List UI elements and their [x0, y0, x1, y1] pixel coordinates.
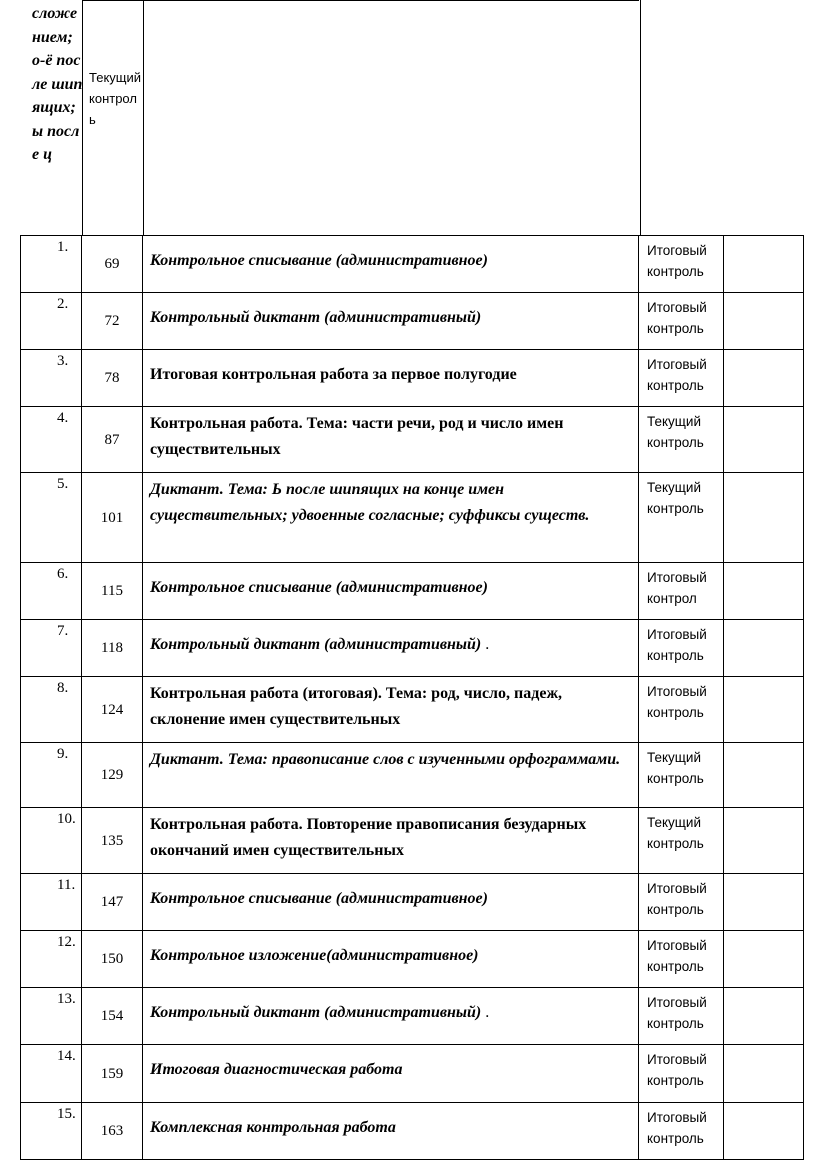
- control-type: Итоговый контроль: [647, 357, 707, 393]
- row-number: 15.: [57, 1106, 76, 1122]
- row-number-cell: [21, 293, 82, 350]
- work-title: [143, 808, 638, 864]
- control-type: Итоговый контроль: [647, 1110, 707, 1146]
- row-number: 10.: [57, 811, 76, 827]
- control-type-cell: [639, 931, 724, 988]
- lesson-number-cell: [82, 1103, 143, 1160]
- work-title-text: Контрольное списывание (административное): [150, 890, 488, 907]
- lesson-number: 147: [100, 894, 124, 910]
- control-type-cell: [639, 1045, 724, 1103]
- work-title: [143, 350, 638, 388]
- work-title: [143, 293, 638, 331]
- table-row: [21, 350, 804, 407]
- table-row: [21, 407, 804, 473]
- row-number-cell: [21, 1045, 82, 1103]
- row-number: 13.: [57, 991, 76, 1007]
- row-number-cell: [21, 350, 82, 407]
- work-title: [143, 988, 638, 1026]
- empty-cell: [724, 620, 804, 677]
- row-number: 14.: [57, 1048, 76, 1064]
- work-title: [143, 620, 638, 658]
- row-number: 3.: [57, 353, 69, 369]
- work-title-text: Итоговая контрольная работа за первое полугодие: [150, 366, 517, 383]
- table-row: [21, 620, 804, 677]
- row-number-cell: [21, 407, 82, 473]
- empty-cell: [724, 293, 804, 350]
- control-type-cell: [639, 677, 724, 743]
- row-number: 2.: [57, 296, 69, 312]
- row-number: 5.: [57, 476, 69, 492]
- table-row: [21, 874, 804, 931]
- work-title: [143, 473, 638, 529]
- row-number-cell: [21, 931, 82, 988]
- work-title-text: Итоговая диагностическая работа: [150, 1061, 403, 1078]
- table-row: [21, 1045, 804, 1103]
- work-title-text: Контрольный диктант (административный): [150, 309, 482, 326]
- row-number: 12.: [57, 934, 76, 950]
- work-title-text: Контрольное списывание (административное): [150, 579, 488, 596]
- row-number: 7.: [57, 623, 69, 639]
- lesson-number: 159: [100, 1065, 124, 1082]
- row-number-cell: [21, 808, 82, 874]
- control-type: Текущий контроль: [647, 750, 704, 786]
- work-title-cell: [143, 874, 639, 931]
- lesson-number: 118: [101, 640, 123, 656]
- empty-cell: [724, 1103, 804, 1160]
- work-title-text: Диктант. Тема: правописание слов с изученными орфограммами.: [150, 751, 621, 768]
- row-number-cell: [21, 743, 82, 808]
- work-title: [143, 407, 638, 463]
- empty-cell: [724, 1045, 804, 1103]
- empty-cell: [724, 677, 804, 743]
- table-row: [21, 236, 804, 293]
- control-type-cell: [639, 620, 724, 677]
- control-type: Итоговый контроль: [647, 881, 707, 917]
- control-type: Итоговый контроль: [647, 627, 707, 663]
- table-row: [21, 677, 804, 743]
- work-title-text: Контрольное изложение(административное): [150, 947, 479, 964]
- work-title-text: Диктант. Тема: Ь после шипящих на конце имен существительных; удвоенные согласные; суффиксы существ.: [150, 481, 590, 524]
- top-cell-control: [82, 0, 144, 236]
- table-row: [21, 473, 804, 563]
- lesson-number: 150: [100, 951, 124, 967]
- control-type-cell: [639, 563, 724, 620]
- table-row: [21, 808, 804, 874]
- control-type-cell: [639, 407, 724, 473]
- lesson-number-cell: [82, 407, 143, 473]
- table-row: [21, 931, 804, 988]
- row-number-cell: [21, 988, 82, 1045]
- control-type-cell: [639, 808, 724, 874]
- lesson-number: 72: [104, 313, 120, 329]
- work-title-cell: [143, 931, 639, 988]
- lesson-number-cell: [82, 236, 143, 293]
- lesson-number-cell: [82, 293, 143, 350]
- lesson-number: 124: [100, 701, 124, 718]
- work-title-text: Контрольное списывание (административное): [150, 252, 488, 269]
- work-title-cell: [143, 407, 639, 473]
- lesson-number-cell: [82, 874, 143, 931]
- lesson-number-cell: [82, 350, 143, 407]
- control-type: Текущий контроль: [647, 414, 704, 450]
- work-title-cell: [143, 620, 639, 677]
- lesson-number: 135: [100, 832, 124, 849]
- control-type: Итоговый контроль: [647, 1052, 707, 1088]
- top-cell-topic: [20, 0, 83, 235]
- work-title-cell: [143, 808, 639, 874]
- control-type: Итоговый контроль: [647, 684, 707, 720]
- work-title-cell: [143, 743, 639, 808]
- empty-cell: [724, 743, 804, 808]
- top-control-text: Текущий контроль: [89, 70, 141, 127]
- row-number: 9.: [57, 746, 69, 762]
- row-number: 4.: [57, 410, 69, 426]
- empty-cell: [724, 407, 804, 473]
- lesson-number-cell: [82, 743, 143, 808]
- lesson-number: 69: [104, 256, 120, 272]
- row-number: 11.: [57, 877, 76, 893]
- lesson-number-cell: [82, 808, 143, 874]
- row-number: 6.: [57, 566, 69, 582]
- work-title-text: Контрольная работа. Тема: части речи, род и число имен существительных: [150, 415, 564, 458]
- work-title-cell: [143, 473, 639, 563]
- control-type: Итоговый контрол: [647, 570, 707, 606]
- row-number-cell: [21, 874, 82, 931]
- work-title-cell: [143, 1045, 639, 1103]
- control-type: Текущий контроль: [647, 815, 704, 851]
- work-title-suffix: .: [481, 1004, 490, 1021]
- table-continuation: [20, 0, 641, 235]
- control-type-cell: [639, 473, 724, 563]
- work-title-cell: [143, 677, 639, 743]
- empty-cell: [724, 931, 804, 988]
- control-type-cell: [639, 988, 724, 1045]
- table-row: [21, 988, 804, 1045]
- empty-cell: [724, 988, 804, 1045]
- work-title: [143, 1103, 638, 1141]
- control-type-cell: [639, 874, 724, 931]
- lesson-number: 129: [100, 767, 124, 783]
- lesson-number-cell: [82, 988, 143, 1045]
- work-title-cell: [143, 988, 639, 1045]
- control-type-cell: [639, 1103, 724, 1160]
- work-title-cell: [143, 563, 639, 620]
- control-works-table: [20, 235, 804, 1160]
- top-cell-empty: [143, 0, 639, 236]
- lesson-number-cell: [82, 563, 143, 620]
- empty-cell: [724, 473, 804, 563]
- control-type: Текущий контроль: [647, 480, 704, 516]
- control-type: Итоговый контроль: [647, 938, 707, 974]
- work-title: [143, 677, 638, 733]
- row-number-cell: [21, 620, 82, 677]
- row-number-cell: [21, 563, 82, 620]
- row-number: 1.: [57, 239, 69, 255]
- work-title: [143, 563, 638, 601]
- lesson-number-cell: [82, 931, 143, 988]
- control-type: Итоговый контроль: [647, 300, 707, 336]
- empty-cell: [724, 350, 804, 407]
- table-row: [21, 293, 804, 350]
- control-type-cell: [639, 236, 724, 293]
- control-type-cell: [639, 293, 724, 350]
- work-title-cell: [143, 236, 639, 293]
- work-title-text: Контрольная работа. Повторение правописания безударных окончаний имен существительных: [150, 816, 587, 859]
- work-title-cell: [143, 350, 639, 407]
- work-title: [143, 931, 638, 969]
- row-number-cell: [21, 1103, 82, 1160]
- lesson-number-cell: [82, 1045, 143, 1103]
- lesson-number-cell: [82, 473, 143, 563]
- lesson-number: 115: [101, 583, 123, 599]
- lesson-number-cell: [82, 620, 143, 677]
- work-title-cell: [143, 293, 639, 350]
- table-row: [21, 1103, 804, 1160]
- work-title: [143, 874, 638, 912]
- row-number-cell: [21, 677, 82, 743]
- empty-cell: [724, 808, 804, 874]
- row-number: 8.: [57, 680, 69, 696]
- lesson-number: 101: [100, 509, 124, 526]
- control-type: Итоговый контроль: [647, 995, 707, 1031]
- work-title-cell: [143, 1103, 639, 1160]
- lesson-number: 163: [100, 1123, 124, 1139]
- empty-cell: [724, 563, 804, 620]
- lesson-number: 78: [104, 370, 120, 386]
- lesson-number-cell: [82, 677, 143, 743]
- control-type-cell: [639, 743, 724, 808]
- empty-cell: [724, 874, 804, 931]
- control-type-cell: [639, 350, 724, 407]
- work-title-text: Контрольный диктант (административный): [150, 636, 482, 653]
- work-title-text: Контрольный диктант (административный): [150, 1004, 482, 1021]
- work-title-text: Контрольная работа (итоговая). Тема: род, число, падеж, склонение имен существительных: [150, 685, 563, 728]
- control-type: Итоговый контроль: [647, 243, 707, 279]
- lesson-number: 154: [100, 1008, 124, 1024]
- empty-cell: [724, 236, 804, 293]
- work-title: [143, 236, 638, 274]
- row-number-cell: [21, 473, 82, 563]
- table-row: [21, 743, 804, 808]
- work-title-text: Комплексная контрольная работа: [150, 1119, 396, 1136]
- top-topic-text: сложением; о-ё после шипящих; ы после ц: [32, 5, 83, 163]
- work-title-suffix: .: [481, 636, 490, 653]
- work-title: [143, 743, 638, 773]
- work-title: [143, 1045, 638, 1083]
- lesson-number: 87: [104, 431, 120, 448]
- row-number-cell: [21, 236, 82, 293]
- table-row: [21, 563, 804, 620]
